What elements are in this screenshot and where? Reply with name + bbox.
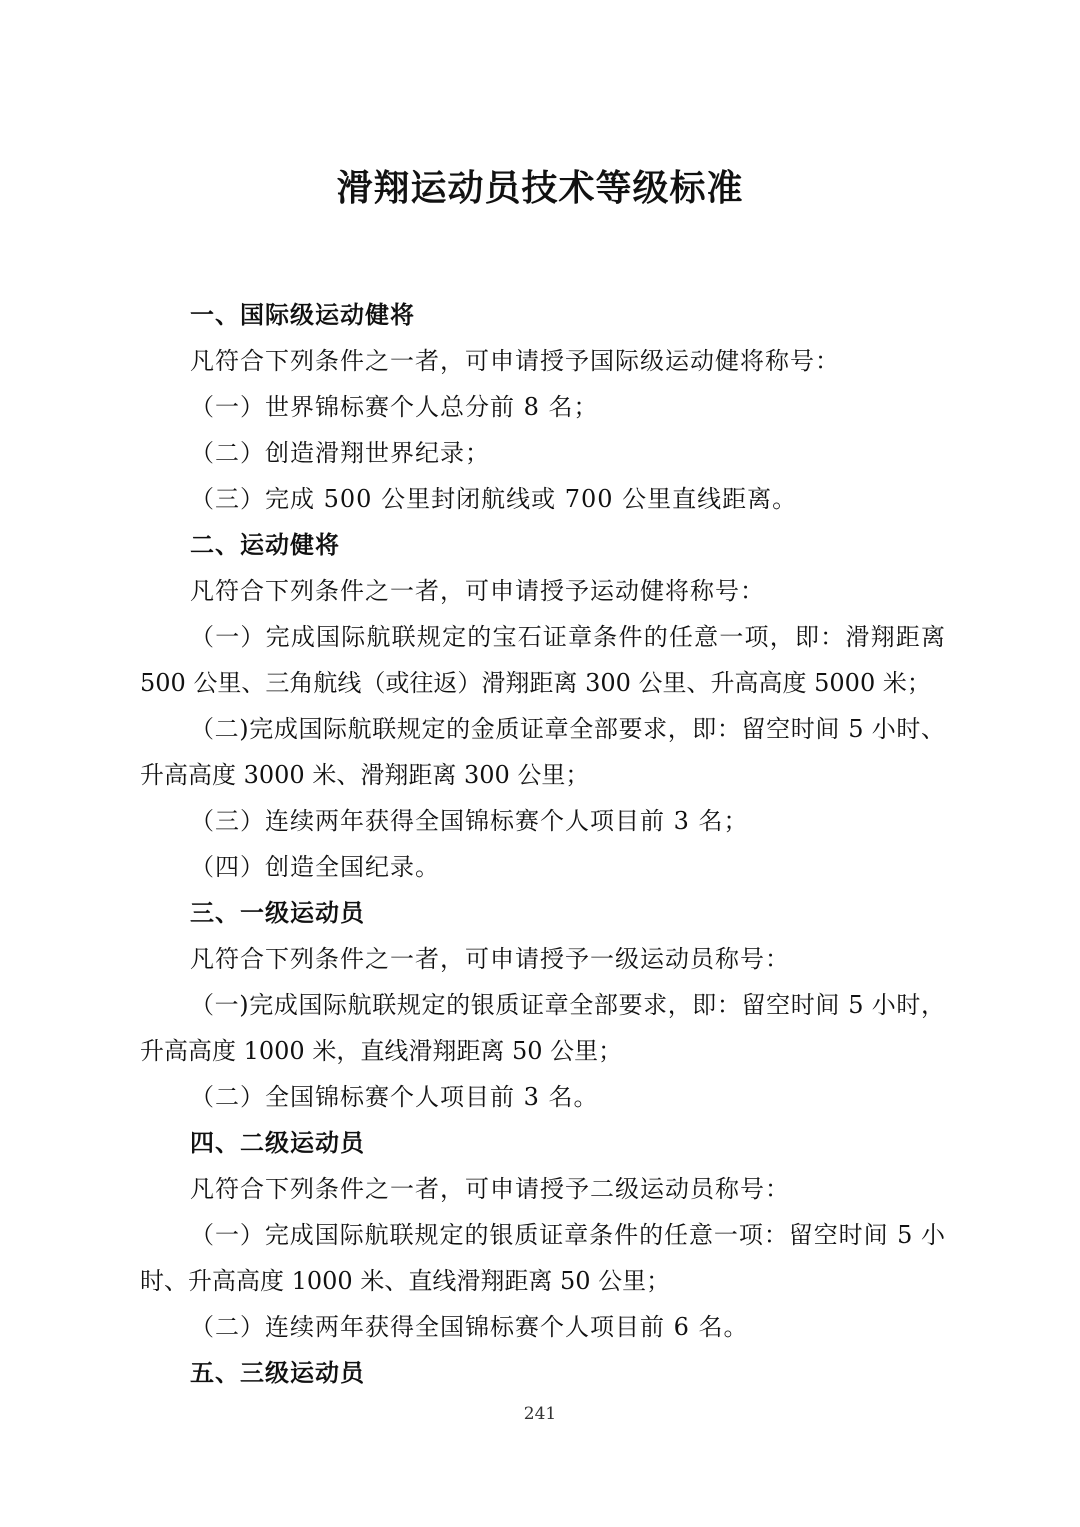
- criteria-item: （一）完成国际航联规定的宝石证章条件的任意一项，即：滑翔距离 500 公里、三角航线（或往返）滑翔距离 300 公里、升高高度 5000 米；: [140, 623, 945, 697]
- criteria-item: （二）创造滑翔世界纪录；: [190, 439, 490, 467]
- section-intro: 凡符合下列条件之一者，可申请授予运动健将称号：: [190, 577, 765, 605]
- criteria-item: （二）连续两年获得全国锦标赛个人项目前 6 名。: [190, 1313, 749, 1341]
- document-title: 滑翔运动员技术等级标准: [336, 167, 744, 209]
- criteria-item: （四）创造全国纪录。: [190, 853, 440, 881]
- section-heading-second-class: 四、二级运动员: [190, 1129, 365, 1157]
- criteria-item: （一)完成国际航联规定的银质证章全部要求，即：留空时间 5 小时，升高高度 1000 米，直线滑翔距离 50 公里；: [140, 991, 945, 1065]
- section-intro: 凡符合下列条件之一者，可申请授予二级运动员称号：: [190, 1175, 790, 1203]
- section-heading-master: 二、运动健将: [190, 531, 340, 559]
- criteria-item: （一）完成国际航联规定的银质证章条件的任意一项：留空时间 5 小时、升高高度 1000 米、直线滑翔距离 50 公里；: [140, 1221, 945, 1295]
- section-heading-first-class: 三、一级运动员: [190, 899, 365, 927]
- section-heading-third-class: 五、三级运动员: [190, 1359, 365, 1387]
- criteria-item: （二)完成国际航联规定的金质证章全部要求，即：留空时间 5 小时、升高高度 3000 米、滑翔距离 300 公里；: [140, 715, 945, 789]
- page-number: 241: [523, 1404, 557, 1424]
- document-body: [140, 292, 945, 1396]
- section-heading-international-master: 一、国际级运动健将: [190, 301, 415, 329]
- section-intro: 凡符合下列条件之一者，可申请授予国际级运动健将称号：: [190, 347, 840, 375]
- criteria-item: （一）世界锦标赛个人总分前 8 名；: [190, 393, 599, 421]
- criteria-item: （二）全国锦标赛个人项目前 3 名。: [190, 1083, 599, 1111]
- section-intro: 凡符合下列条件之一者，可申请授予一级运动员称号：: [190, 945, 790, 973]
- criteria-item: （三）完成 500 公里封闭航线或 700 公里直线距离。: [190, 485, 798, 513]
- criteria-item: （三）连续两年获得全国锦标赛个人项目前 3 名；: [190, 807, 749, 835]
